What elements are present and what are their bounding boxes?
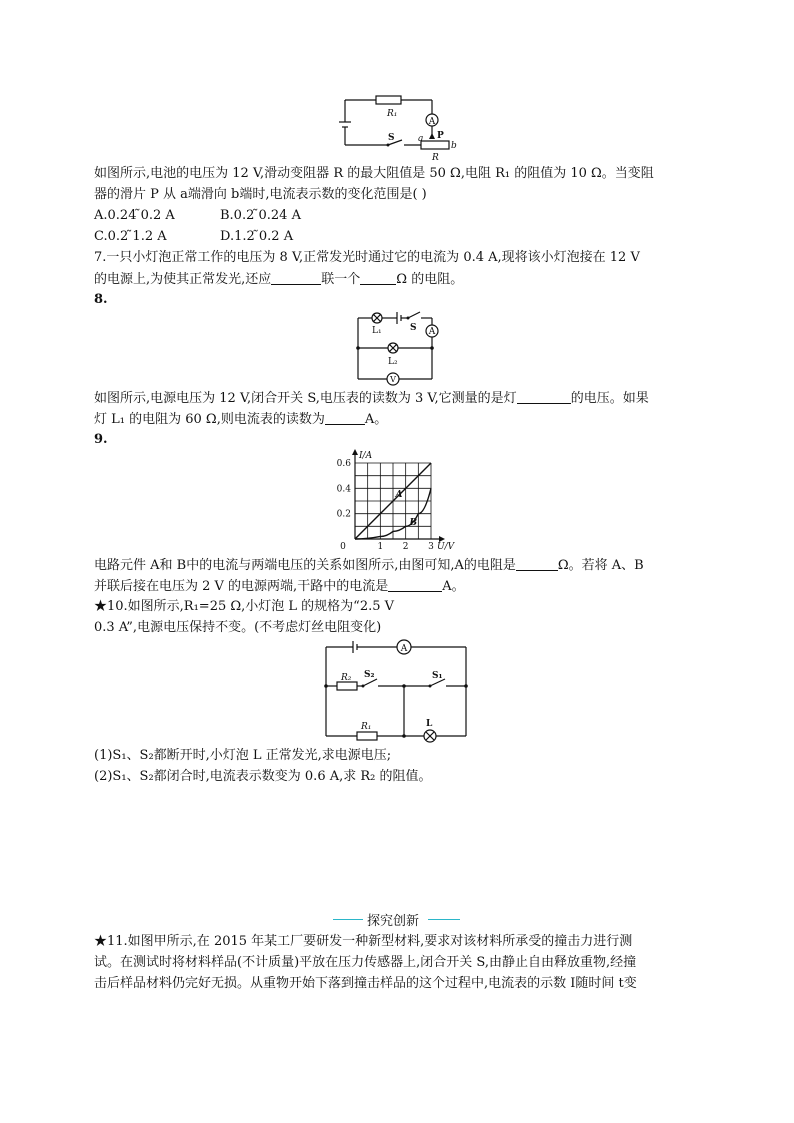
q10-text-line1: ★10.如图所示,R₁=25 Ω,小灯泡 L 的规格为“2.5 V [94, 599, 395, 614]
q8-text-part4: A。 [364, 412, 388, 427]
q8-l2-label: L₂ [388, 357, 398, 367]
x-tick-label: 2 [402, 542, 409, 552]
section-title: 探究创新 [367, 914, 420, 929]
y-tick-label: 0.2 [336, 509, 351, 520]
q10-text-line2: 0.3 A”,电源电压保持不变。(不考虑灯丝电阻变化) [94, 620, 382, 635]
q10-r2-label: R₂ [341, 673, 352, 683]
q7-text-part3: Ω 的电阻。 [396, 272, 464, 287]
q11-text-line2: 试。在测试时将材料样品(不计质量)平放在压力传感器上,闭合开关 S,由静止自由释放重物,经撞 [94, 955, 637, 970]
q9-text-part3: 并联后接在电压为 2 V 的电源两端,干路中的电流是 [94, 579, 389, 594]
q10-subquestion-1: (1)S₁、S₂都断开时,小灯泡 L 正常发光,求电源电压; [94, 748, 392, 763]
q7-text-part1: 的电源上,为使其正常发光,还应 [94, 272, 272, 287]
x-tick-label: 3 [428, 542, 434, 552]
q8-l1-label: L₁ [372, 326, 382, 336]
q8-switch-label: S [410, 323, 417, 333]
q10-s1-label: S₁ [432, 671, 443, 681]
x-axis-label: U/V [437, 542, 455, 552]
y-tick-label: 0.4 [336, 484, 351, 495]
series-label-A: A [395, 490, 403, 501]
q6-switch-label: S [388, 133, 395, 143]
q8-text-part1: 如图所示,电源电压为 12 V,闭合开关 S,电压表的读数为 3 V,它测量的是灯 [94, 391, 517, 406]
q6-r-label: R [432, 153, 439, 163]
q7-text-line1: 7.一只小灯泡正常工作的电压为 8 V,正常发光时通过它的电流为 0.4 A,现将该小灯泡接在 12 V [94, 250, 640, 265]
x-tick-label: 0 [340, 542, 346, 552]
q11-text-line1: ★11.如图甲所示,在 2015 年某工厂要研发一种新型材料,要求对该材料所承受的撞击力进行测 [94, 934, 633, 949]
q6-text-line2: 器的滑片 P 从 a端滑向 b端时,电流表示数的变化范围是( ) [94, 187, 427, 202]
series-label-B: B [409, 518, 418, 529]
q10-r1-label: R₁ [361, 722, 372, 732]
q10-lamp-label: L [426, 719, 433, 729]
section-rule-right [428, 919, 460, 920]
q8-text-part2: 的电压。如果 [570, 391, 649, 406]
q9-text-part4: A。 [442, 579, 465, 594]
q6-r1-label: R₁ [387, 109, 398, 119]
q6-ammeter-label: A [428, 117, 436, 127]
q6-option-d: D.1.2 ̃0.2 A [220, 229, 294, 244]
q6-option-b: B.0.2 ̃0.24 A [220, 208, 301, 223]
section-rule-left [333, 919, 363, 920]
q9-number: 9. [94, 432, 108, 447]
q10-subquestion-2: (2)S₁、S₂都闭合时,电流表示数变为 0.6 A,求 R₂ 的阻值。 [94, 769, 432, 784]
x-tick-label: 1 [377, 542, 384, 552]
q9-text-part2: Ω。若将 A、B [557, 558, 644, 573]
q6-a-label: a [418, 134, 424, 144]
q8-voltmeter-label: V [390, 375, 396, 384]
y-axis-label: I/A [359, 451, 373, 461]
q10-ammeter-label: A [400, 644, 408, 654]
q8-ammeter-label: A [428, 327, 436, 337]
q7-text-part2: 联一个 [321, 272, 361, 287]
q6-b-label: b [451, 141, 457, 151]
q10-s2-label: S₂ [364, 670, 375, 680]
q9-text-part1: 电路元件 A和 B中的电流与两端电压的关系如图所示,由图可知,A的电阻是 [94, 558, 516, 573]
q8-number: 8. [94, 292, 108, 307]
q11-text-line3: 击后样品材料仍完好无损。从重物开始下落到撞击样品的这个过程中,电流表的示数 I随时间 t变 [94, 976, 637, 991]
q6-option-c: C.0.2 ̃1.2 A [94, 229, 167, 244]
q6-p-label: P [437, 131, 444, 141]
q8-text-part3: 灯 L₁ 的电阻为 60 Ω,则电流表的读数为 [94, 412, 325, 427]
y-tick-label: 0.6 [336, 459, 351, 469]
q6-option-a: A.0.24 ̃0.2 A [94, 208, 175, 223]
q6-text-line1: 如图所示,电池的电压为 12 V,滑动变阻器 R 的最大阻值是 50 Ω,电阻 R₁ 的阻值为 10 Ω。当变阻 [94, 166, 654, 181]
